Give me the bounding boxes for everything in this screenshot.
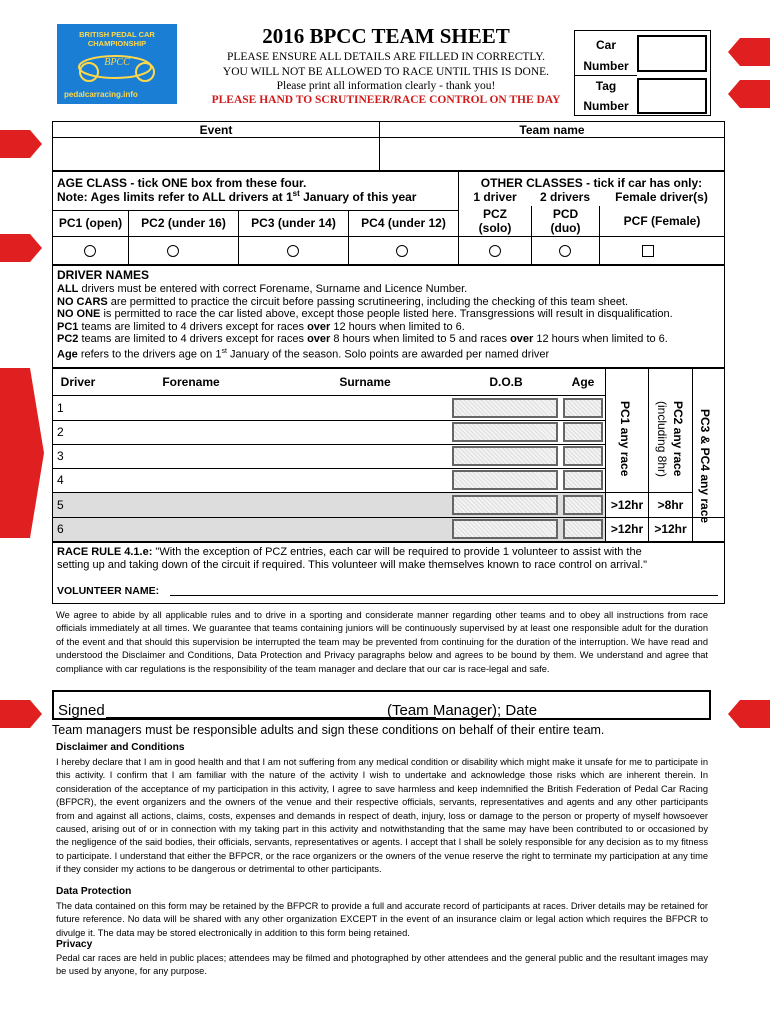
event-team-box [52,121,725,171]
divider [53,468,605,469]
age-input[interactable] [563,422,603,442]
arrow-icon [0,368,44,538]
divider [53,236,724,237]
col-age: Age [571,375,595,389]
pcz-label: PCZ [483,207,507,221]
pc2-radio[interactable] [167,245,179,257]
divider [53,210,458,211]
volunteer-name-input[interactable] [170,595,718,596]
row5-pc1: >12hr [610,498,644,512]
rules-line2: NO CARS are permitted to practice the circuit before passing scrutineering, including the checking of this team sheet. [57,295,629,308]
row6-pc1: >12hr [610,522,644,536]
arrow-icon [728,76,770,112]
data-protection-text: The data contained on this form may be retained by the BFPCR to provide a full and accurate record of participants at races. Driver details may be retained for future reference. No data will be shared with any other organization EXCEPT in the event of an insurance claim or legal action which requires the BFPCR to divulge it. The data may be stored electronically in addition to this form being retained. [56,901,708,938]
arrow-icon [0,230,42,266]
volunteer-label: VOLUNTEER NAME: [57,585,160,597]
age-input[interactable] [563,398,603,418]
pcd-sub: (duo) [550,221,581,235]
col-dob: D.O.B [489,375,523,389]
rules-line5: PC2 teams are limited to 4 drivers except for races over 8 hours when limited to 5 and races over 12 hours when limited to 6. [57,333,668,345]
arrow-icon [728,34,770,70]
divider [53,444,605,445]
signature-note: Team managers must be responsible adults and sign these conditions on behalf of their entire team. [52,723,605,737]
event-input[interactable] [55,139,377,168]
tag-label: Tag [595,79,617,93]
row-number: 4 [57,473,64,487]
age-input[interactable] [563,495,603,515]
row-number: 2 [57,425,64,439]
pcf-label: PCF (Female) [623,214,701,228]
col-surname: Surname [339,375,391,389]
car-label: Car [595,38,616,52]
female-label: Female driver(s) [615,190,708,204]
pcd-radio[interactable] [559,245,571,257]
tag-number-input[interactable] [637,78,707,114]
privacy-title: Privacy [56,939,93,950]
age-input[interactable] [563,470,603,490]
row-number: 6 [57,522,64,536]
pc4-radio[interactable] [396,245,408,257]
divider [53,492,605,493]
pc4-label: PC4 (under 12) [361,216,446,230]
pc2-sub: (including 8hr) [655,401,669,478]
col-driver: Driver [60,375,96,389]
pc1-label: PC1 (open) [58,216,123,230]
pc2-any-race: PC2 any race [671,401,685,477]
divider [605,369,606,541]
page-title: 2016 BPCC TEAM SHEET [262,24,510,48]
driver-names-box [52,265,725,368]
team-manager-date-label: (Team Manager); Date [387,702,538,719]
row-number: 3 [57,449,64,463]
age-class-line2: Note: Ages limits refer to ALL drivers at 1st January of this year [57,189,417,204]
class-box [52,171,725,265]
driver-names-title: DRIVER NAMES [57,268,150,282]
divider [53,420,605,421]
logo-line1: BRITISH PEDAL CAR [79,30,155,39]
arrow-icon [0,126,42,162]
arrow-icon [0,696,42,732]
logo-website: pedalcarracing.info [64,90,138,99]
event-label: Event [199,123,233,137]
race-rule-line2: setting up and taking down of the circuit if required. This volunteer will make themselves known to race control on arrival." [57,559,648,571]
pc1-any-race: PC1 any race [618,401,632,477]
dob-input[interactable] [452,398,558,418]
date-input[interactable] [546,697,707,717]
row-number: 1 [57,401,64,415]
agreement-text: We agree to abide by all applicable rules and to drive in a sporting and considerate manner regarding other teams and to obey all instructions from race officials immediately at all times. We guarantee that teams containing juniors will be continuously supervised by at least one responsible adult for the duration of the event and that should this supervision be interrupted the team may be prevented from continuing for the duration of the interruption. We have read and understood the Disclaimer and Conditions, Data Protection and Privacy paragraphs below and agrees to be bound by them. We understand and agree that compliance with car regulations is the responsibility of the team manager and declare that our car is race-legal and safe. [56,610,708,674]
team-name-input[interactable] [382,139,722,168]
row5-pc2: >8hr [657,498,684,512]
bpcc-logo [57,24,177,104]
pc2-label: PC2 (under 16) [141,216,226,230]
rules-line4: PC1 teams are limited to 4 drivers except for races over 12 hours when limited to 6. [57,320,465,333]
race-rule-line1: RACE RULE 4.1.e: "With the exception of PCZ entries, each car will be required to provide 1 volunteer to assist with the [57,546,642,558]
pc3-radio[interactable] [287,245,299,257]
pcd-label: PCD [552,207,579,221]
pc1-radio[interactable] [84,245,96,257]
age-class-line1: AGE CLASS - tick ONE box from these four. [57,176,307,190]
two-drivers-label: 2 drivers [539,190,591,204]
dob-input[interactable] [452,519,558,539]
age-input[interactable] [563,446,603,466]
arrow-icon [728,696,770,732]
dob-input[interactable] [452,446,558,466]
data-protection-title: Data Protection [56,886,132,897]
car-number-input[interactable] [637,35,707,72]
header-line1: PLEASE ENSURE ALL DETAILS ARE FILLED IN CORRECTLY. [226,51,545,63]
tag-number-label: Number [583,99,629,113]
divider [575,75,637,76]
dob-input[interactable] [452,422,558,442]
driver-table [52,368,725,542]
divider [605,492,692,493]
divider [692,369,693,541]
header-line2: YOU WILL NOT BE ALLOWED TO RACE UNTIL THIS IS DONE. [222,66,550,78]
header-line3: Please print all information clearly - thank you! [276,80,496,92]
pcf-checkbox[interactable] [642,245,654,257]
header-warning: PLEASE HAND TO SCRUTINEER/RACE CONTROL ON THE DAY [211,94,561,106]
col-forename: Forename [162,375,220,389]
dob-input[interactable] [452,495,558,515]
divider [53,517,724,518]
rules-line3: NO ONE is permitted to race the car listed above, except those people listed here. Transgressions will result in disqualification. [57,308,673,320]
divider [53,395,605,396]
privacy-text: Pedal car races are held in public places; attendees may be filmed and photographed by other attendees and the general public and the resultant images may be used by anyone, for any purpose. [56,953,708,977]
car-tag-box [574,30,711,116]
other-classes-title: OTHER CLASSES - tick if car has only: [480,176,703,190]
disclaimer-title: Disclaimer and Conditions [56,742,185,753]
rules-line1: ALL drivers must be entered with correct Forename, Surname and Licence Number. [57,283,468,295]
rules-line6: Age refers to the drivers age on 1st January of the season. Solo points are awarded per named driver [57,347,550,361]
dob-input[interactable] [452,470,558,490]
team-name-label: Team name [519,123,585,137]
signed-label: Signed [58,702,105,719]
pc34-any-race: PC3 & PC4 any race [698,409,712,524]
pc3-label: PC3 (under 14) [251,216,336,230]
pcz-sub: (solo) [478,221,512,235]
pcz-radio[interactable] [489,245,501,257]
divider [53,137,724,138]
logo-mark: BPCC [104,57,130,68]
logo-line2: CHAMPIONSHIP [87,39,147,48]
car-number-label: Number [583,59,629,73]
one-driver-label: 1 driver [473,190,517,204]
row-number: 5 [57,498,64,512]
divider [648,369,649,541]
age-input[interactable] [563,519,603,539]
disclaimer-text: I hereby declare that I am in good health and that I am not suffering from any medical condition or disability which might make it unsafe for me to participate in this activity. I confirm that I am familiar with the nature of the activity I wish to undertake and acknowledge those risks which are inherent therein. In consideration of the acceptance of my participation in this activity, I agree to save harmless and keep indemnified the British Federation of Pedal Car Racing (BFPCR), the event organizers and the owners of the venue and their respective officials, servants, representatives and agents and any other participants from and against all actions, claims, costs, expenses and demands in respect of death, injury, loss or damage to the person or property of myself howsoever caused, arising out of or in connection with my taking part in this activity and notwithstanding that the same may have been contributed to or occasioned by the negligence of the said bodies, their officials, servants, representatives or agents. I accept that I shall be solely responsible for any decision as to my fitness to participate. I understand that either the BFPCR, or the race organizers or the owners of the venue reserve the right to terminate my participation at any time if they consider my actions to be dangerous or detrimental to other participants. [56,757,708,875]
row6-pc2: >12hr [654,522,687,536]
race-rule-box [52,542,725,604]
signature-box [52,690,711,720]
